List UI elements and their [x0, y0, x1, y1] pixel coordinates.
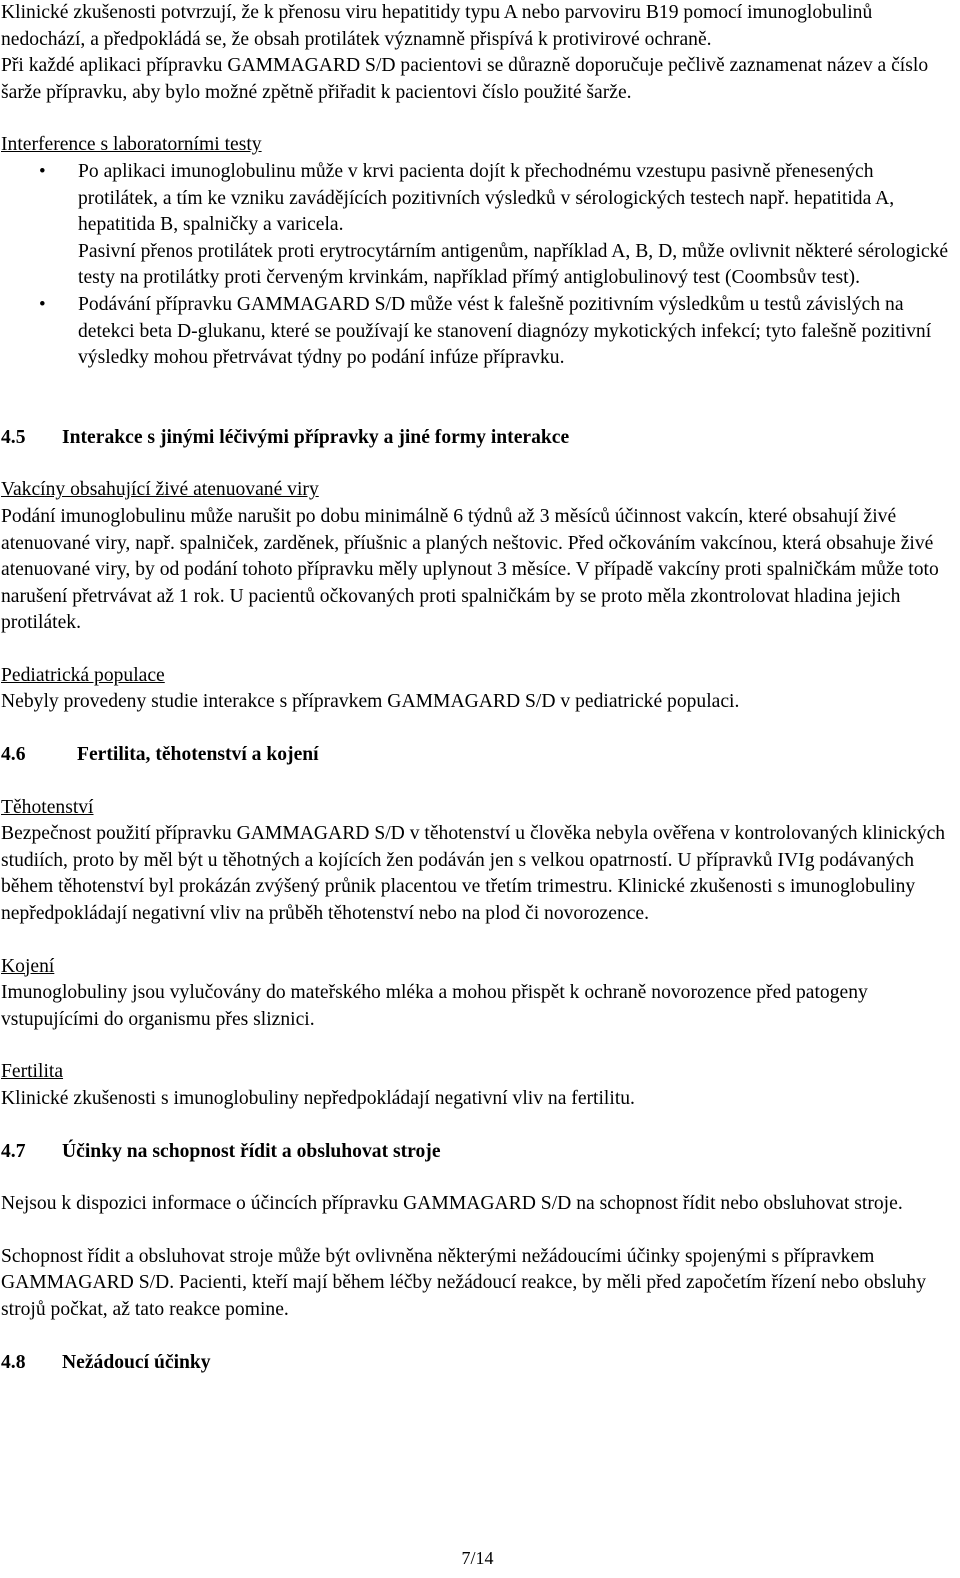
section-title: Fertilita, těhotenství a kojení	[77, 744, 319, 766]
section-title: Interakce s jinými léčivými přípravky a jiné formy interakce	[62, 426, 570, 448]
fertility-heading: Fertilita	[1, 1061, 64, 1083]
pediatric-heading: Pediatrická populace	[1, 664, 165, 686]
section-4-8-heading	[1, 1350, 956, 1377]
driving-paragraph-1: Nejsou k dispozici informace o účincích přípravku GAMMAGARD S/D na schopnost řídit nebo obsluhovat stroje.	[1, 1193, 903, 1215]
fertility-text: Klinické zkušenosti s imunoglobuliny nepředpokládají negativní vliv na fertilitu.	[1, 1088, 635, 1109]
section-4-6-heading	[1, 742, 956, 769]
lactation-heading: Kojení	[1, 955, 55, 977]
interference-bullet-1: • Po aplikaci imunoglobulinu může v krvi pacienta dojít k přechodnému vzestupu pasivně přenesených protilátek, a tím ke vzniku zavádějících pozitivních výsledků v sérologických testech např. hepatitida A, hepatitida B, spalničky a varicela.	[78, 160, 895, 236]
section-number: 4.6	[1, 744, 26, 766]
interference-bullet-1-continued: Pasivní přenos protilátek proti erytrocytárním antigenům, například A, B, D, může ovlivnit některé sérologické testy na protilátky proti červeným krvinkám, například přímý antiglobulinový test (Coombsův test).	[78, 240, 949, 289]
section-number: 4.5	[1, 426, 26, 448]
vaccines-text: Podání imunoglobulinu může narušit po dobu minimálně 6 týdnů až 3 měsíců účinnost vakcín, které obsahují živé atenuované viry, např. spalniček, zarděnek, příušnic a planých neštovic. Před očkováním vakcínou, která obsahuje živé atenuované viry, by od podání tohoto přípravku měly uplynout 3 měsíce. V případě vakcíny proti spalničkám může toto narušení přetrvávat až 1 rok. U pacientů očkovaných proti spalničkám by se proto měla zkontrolovat hladina jejich protilátek.	[1, 505, 939, 634]
section-title: Nežádoucí účinky	[62, 1351, 211, 1373]
list-item	[1, 292, 956, 372]
list-item	[1, 159, 956, 292]
pregnancy-text: Bezpečnost použití přípravku GAMMAGARD S/D v těhotenství u člověka nebyla ověřena v kontrolovaných klinických studiích, proto by měl být u těhotných a kojících žen podáván jen s velkou opatrností. U přípravků IVIg podávaných během těhotenství byl prokázán zvýšený průnik placentou ve třetím trimestru. Klinické zkušenosti s imunoglobuliny nepředpokládají negativní vliv na průběh těhotenství nebo na plod či novorozence.	[1, 823, 946, 925]
document-page	[1, 0, 956, 1376]
interference-heading: Interference s laboratorními testy	[1, 134, 262, 156]
section-title: Účinky na schopnost řídit a obsluhovat stroje	[62, 1140, 441, 1162]
section-4-7-heading	[1, 1139, 956, 1166]
driving-paragraph-2: Schopnost řídit a obsluhovat stroje může být ovlivněna některými nežádoucími účinky spojenými s přípravkem GAMMAGARD S/D. Pacienti, kteří mají během léčby nežádoucí reakce, by měli před započetím řízení nebo obsluhy strojů počkat, až tato reakce pomine.	[1, 1245, 926, 1320]
intro-paragraph-2: Při každé aplikaci přípravku GAMMAGARD S/D pacientovi se důrazně doporučuje pečlivě zaznamenat název a číslo šarže přípravku, aby bylo možné zpětně přiřadit k pacientovi číslo použité šarže.	[1, 55, 929, 103]
section-4-5-heading	[1, 425, 956, 452]
lactation-text: Imunoglobuliny jsou vylučovány do mateřského mléka a mohou přispět k ochraně novorozence před patogeny vstupujícími do organismu přes sliznici.	[1, 982, 868, 1030]
vaccines-heading: Vakcíny obsahující živé atenuované viry	[1, 479, 319, 501]
section-number: 4.7	[1, 1140, 26, 1162]
pediatric-text: Nebyly provedeny studie interakce s přípravkem GAMMAGARD S/D v pediatrické populaci.	[1, 691, 740, 713]
interference-bullet-2: • Podávání přípravku GAMMAGARD S/D může vést k falešně pozitivním výsledkům u testů závislých na detekci beta D-glukanu, které se používají ke stanovení diagnózy mykotických infekcí; tyto falešně pozitivní výsledky mohou přetrvávat týdny po podání infúze přípravku.	[78, 293, 932, 369]
interference-list	[1, 159, 956, 372]
page-number: 7/14	[461, 1548, 494, 1568]
intro-paragraph-1: Klinické zkušenosti potvrzují, že k přenosu viru hepatitidy typu A nebo parvoviru B19 pomocí imunoglobulinů nedochází, a předpokládá se, že obsah protilátek významně přispívá k protivirové ochraně.	[1, 2, 873, 50]
section-number: 4.8	[1, 1351, 26, 1373]
pregnancy-heading: Těhotenství	[1, 796, 94, 818]
